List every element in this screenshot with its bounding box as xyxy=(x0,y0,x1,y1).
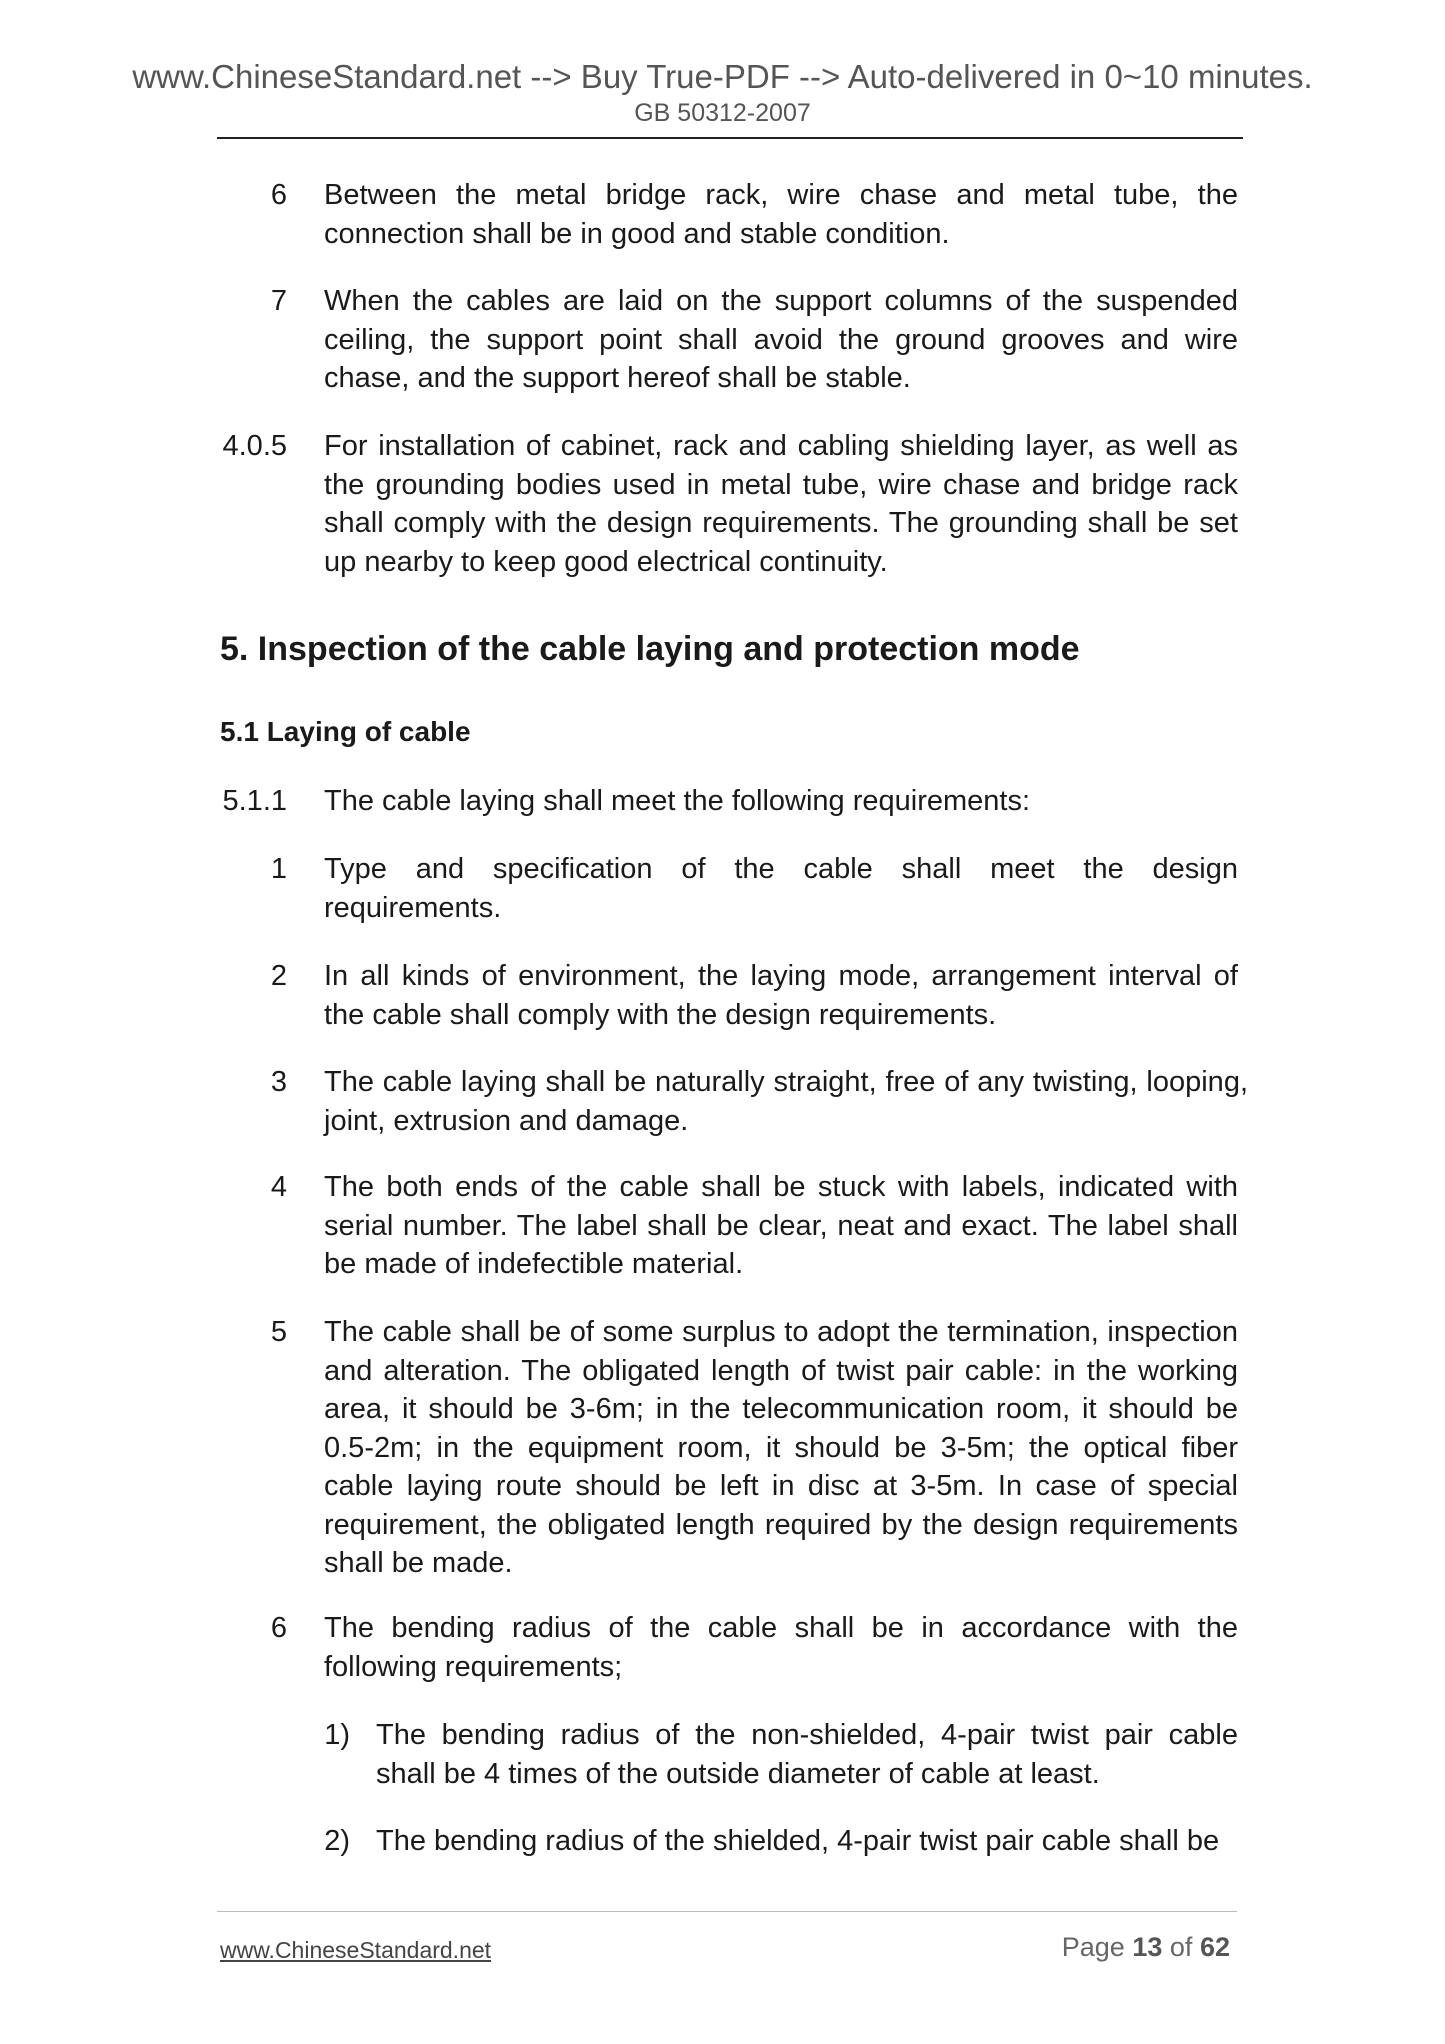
clause-text-line: For installation of cabinet, rack and cabling shielding layer, as well as xyxy=(324,430,1238,462)
clause-text-line: area, it should be 3-6m; in the telecommunication room, it should be xyxy=(324,1393,1238,1425)
clause-number: 3 xyxy=(270,1066,287,1098)
page-separator: of xyxy=(1169,1932,1193,1962)
clause-text-line: following requirements; xyxy=(324,1650,623,1683)
clause-number: 6 xyxy=(270,179,287,211)
page-total: 62 xyxy=(1199,1932,1230,1962)
clause-text-line: serial number. The label shall be clear, neat and exact. The label shall xyxy=(324,1209,1238,1242)
clause-text-line: chase, and the support hereof shall be stable. xyxy=(324,362,911,394)
clause-text-line: The bending radius of the shielded, 4-pair twist pair cable shall be xyxy=(376,1825,1220,1857)
clause-text-line: The bending radius of the non-shielded, 4-pair twist pair cable xyxy=(376,1719,1238,1751)
header-banner: www.ChineseStandard.net --> Buy True-PDF --> Auto-delivered in 0~10 minutes. xyxy=(132,58,1313,95)
clause-text-line: the grounding bodies used in metal tube, wire chase and bridge rack xyxy=(324,468,1238,501)
document-id: GB 50312-2007 xyxy=(634,99,811,127)
section-heading: 5. Inspection of the cable laying and protection mode xyxy=(220,630,1080,668)
footer-divider xyxy=(217,1911,1237,1912)
clause-text-line: connection shall be in good and stable condition. xyxy=(324,217,950,250)
clause-text-line: shall comply with the design requirements. The grounding shall be set xyxy=(324,507,1238,539)
clause-text-line: In all kinds of environment, the laying mode, arrangement interval of xyxy=(324,960,1238,992)
clause-number: 7 xyxy=(270,285,287,317)
clause-text-line: shall be made. xyxy=(324,1547,513,1579)
clause-text-line: up nearby to keep good electrical continuity. xyxy=(324,545,888,578)
clause-number: 1 xyxy=(270,853,287,885)
page-indicator xyxy=(1062,1932,1230,1963)
clause-text-line: Between the metal bridge rack, wire chase and metal tube, the xyxy=(324,179,1238,211)
clause-text-line: requirements. xyxy=(324,891,502,924)
clause-text-line: Type and specification of the cable shall meet the design xyxy=(324,853,1238,885)
clause-text-line: the cable shall comply with the design requirements. xyxy=(324,998,997,1031)
clause-number: 2) xyxy=(324,1825,350,1857)
clause-text-line: and alteration. The obligated length of twist pair cable: in the working xyxy=(324,1354,1238,1387)
clause-number: 2 xyxy=(270,960,287,992)
clause-text-line: The cable shall be of some surplus to adopt the termination, inspection xyxy=(324,1316,1238,1348)
clause-number: 5.1.1 xyxy=(222,785,287,817)
header-divider xyxy=(217,137,1243,139)
subsection-heading: 5.1 Laying of cable xyxy=(220,716,471,747)
clause-number: 4 xyxy=(270,1171,287,1203)
clause-text-line: The bending radius of the cable shall be in accordance with the xyxy=(324,1612,1238,1644)
clause-number: 4.0.5 xyxy=(222,430,287,462)
clause-text-line: cable laying route should be left in disc at 3-5m. In case of special xyxy=(324,1470,1238,1502)
clause-text-line: ceiling, the support point shall avoid the ground grooves and wire xyxy=(324,323,1238,356)
clause-number: 5 xyxy=(270,1316,287,1348)
clause-text-line: requirement, the obligated length required by the design requirements xyxy=(324,1508,1238,1541)
clause-text-line: shall be 4 times of the outside diameter of cable at least. xyxy=(376,1757,1100,1790)
footer-site-link[interactable]: www.ChineseStandard.net xyxy=(220,1937,492,1963)
page-current: 13 xyxy=(1132,1932,1163,1962)
clause-text-line: 0.5-2m; in the equipment room, it should be 3-5m; the optical fiber xyxy=(324,1431,1238,1464)
page-prefix: Page xyxy=(1061,1932,1125,1962)
clause-number: 1) xyxy=(324,1719,350,1751)
clause-number: 6 xyxy=(270,1612,287,1644)
clause-text-line: The cable laying shall meet the following requirements: xyxy=(324,785,1031,817)
clause-text-line: joint, extrusion and damage. xyxy=(324,1104,689,1137)
page-header xyxy=(0,56,1445,128)
clause-text-line: be made of indefectible material. xyxy=(324,1248,744,1280)
clause-text-line: The both ends of the cable shall be stuck with labels, indicated with xyxy=(324,1171,1238,1203)
clause-text-line: When the cables are laid on the support columns of the suspended xyxy=(324,285,1238,317)
clause-text-line: The cable laying shall be naturally straight, free of any twisting, looping, xyxy=(324,1066,1248,1098)
